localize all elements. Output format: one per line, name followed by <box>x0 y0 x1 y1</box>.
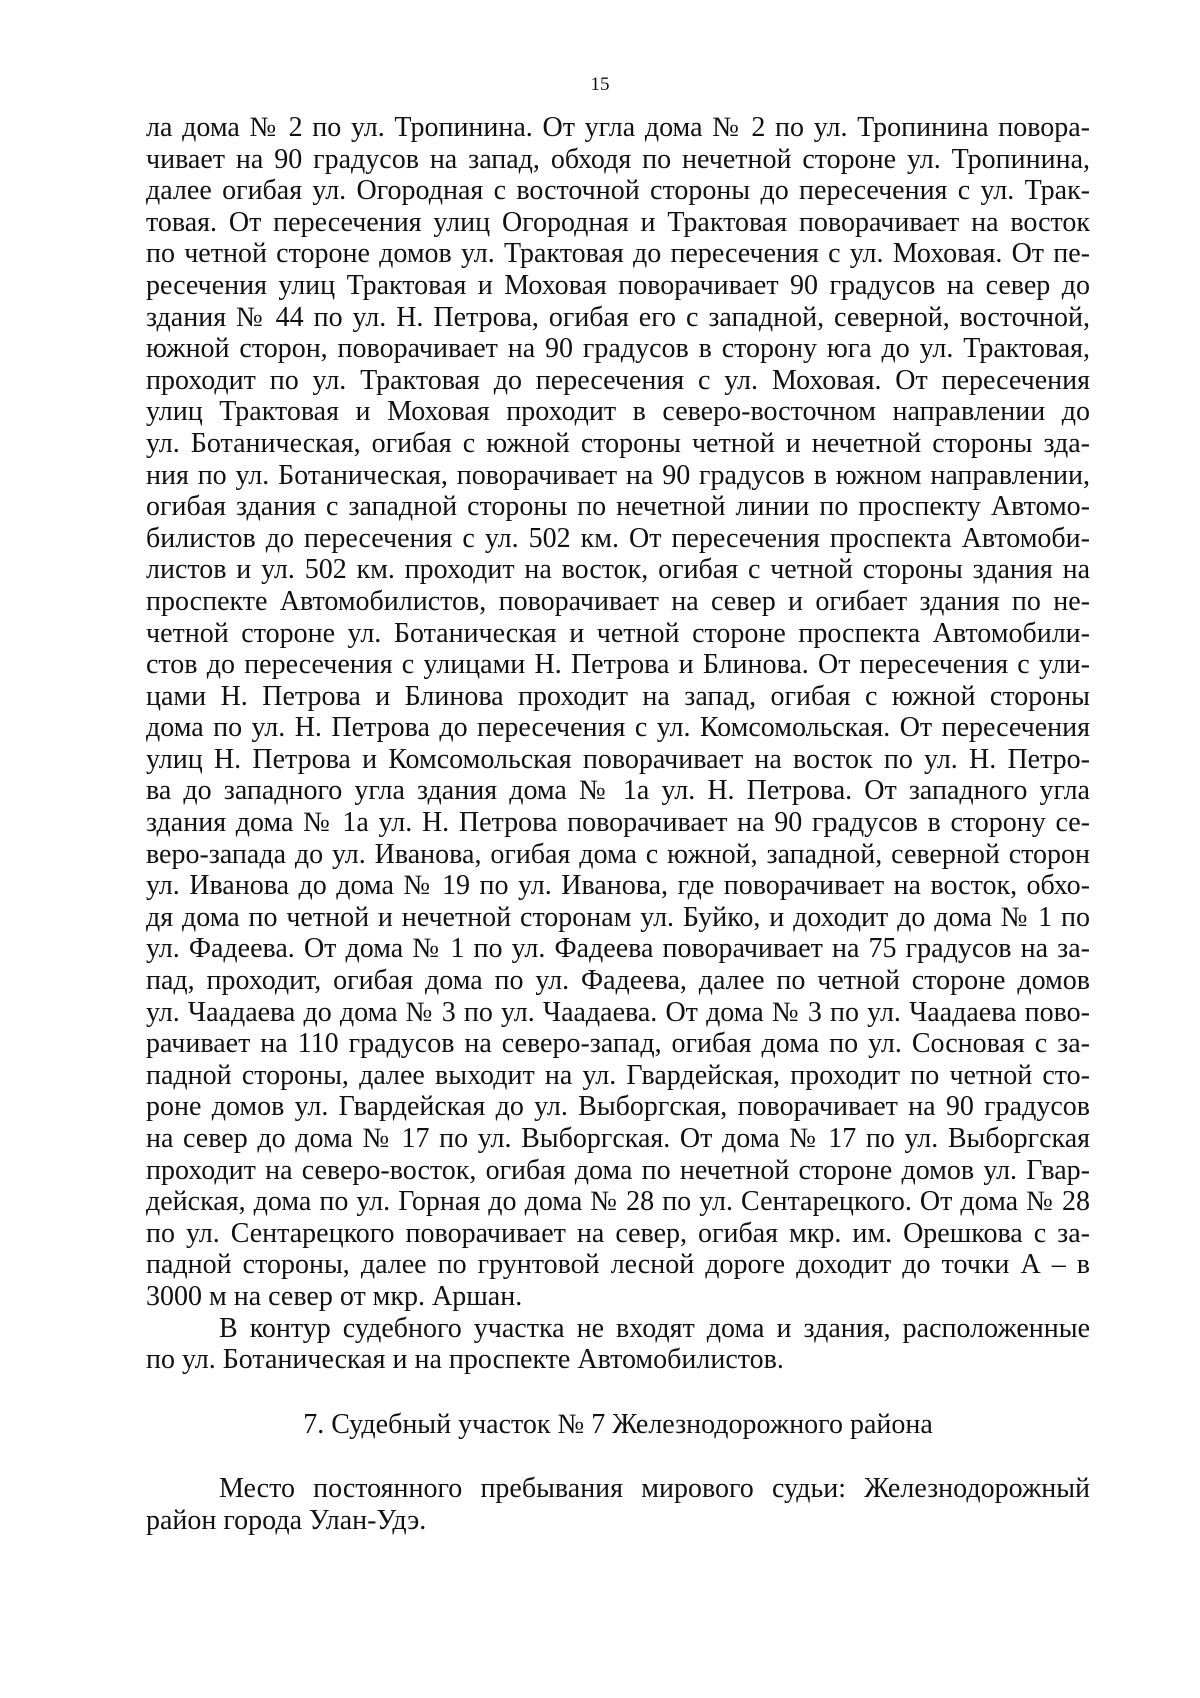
text-line: район города Улан-Удэ. <box>146 1504 427 1536</box>
text-line: рачивает на 110 градусов на северо-запад, огибая дома по ул. Сосновая с за- <box>146 1028 1090 1060</box>
text-line: билистов до пересечения с ул. 502 км. От пересечения проспекта Автомоби- <box>146 522 1090 554</box>
paragraph-judge-location <box>146 1473 1090 1536</box>
text-line: по ул. Сентарецкого поворачивает на север, огибая мкр. им. Орешкова с за- <box>146 1217 1090 1249</box>
text-line: улиц Трактовая и Моховая проходит в северо-восточном направлении до <box>146 396 1090 428</box>
text-line: проспекте Автомобилистов, поворачивает на север и огибает здания по не- <box>146 585 1090 617</box>
section-heading: 7. Судебный участок № 7 Железнодорожного района <box>303 1408 933 1440</box>
text-line: падной стороны, далее по грунтовой лесной дороге доходит до точки А – в <box>146 1249 1090 1281</box>
text-line: по четной стороне домов ул. Трактовая до пересечения с ул. Моховая. От пе- <box>146 238 1090 270</box>
text-line: пад, проходит, огибая дома по ул. Фадеева, далее по четной стороне домов <box>146 965 1090 997</box>
text-line: ва до западного угла здания дома № 1а ул. Н. Петрова. От западного угла <box>146 775 1090 807</box>
text-line: ресечения улиц Трактовая и Моховая поворачивает 90 градусов на север до <box>146 269 1090 301</box>
text-line: ул. Иванова до дома № 19 по ул. Иванова, где поворачивает на восток, обхо- <box>146 870 1090 902</box>
text-line: на север до дома № 17 по ул. Выборгская. От дома № 17 по ул. Выборгская <box>146 1123 1090 1154</box>
text-line: листов и ул. 502 км. проходит на восток, огибая с четной стороны здания на <box>146 554 1090 586</box>
text-line: роне домов ул. Гвардейская до ул. Выборгская, поворачивает на 90 градусов <box>146 1091 1090 1123</box>
text-line: падной стороны, далее выходит на ул. Гвардейская, проходит по четной сто- <box>146 1059 1090 1091</box>
text-line: проходит на северо-восток, огибая дома по нечетной стороне домов ул. Гвар- <box>146 1154 1090 1186</box>
text-line: по ул. Ботаническая и на проспекте Автомобилистов. <box>146 1344 784 1376</box>
text-line: четной стороне ул. Ботаническая и четной стороне проспекта Автомобили- <box>146 617 1090 649</box>
text-line: ул. Чаадаева до дома № 3 по ул. Чаадаева. От дома № 3 по ул. Чаадаева пово- <box>146 996 1090 1028</box>
text-line: ул. Фадеева. От дома № 1 по ул. Фадеева поворачивает на 75 градусов на за- <box>146 933 1090 965</box>
text-line: чивает на 90 градусов на запад, обходя по нечетной стороне ул. Тропинина, <box>146 143 1090 175</box>
paragraph-boundary-description <box>146 112 1090 1313</box>
text-line: 3000 м на север от мкр. Аршан. <box>146 1280 523 1312</box>
text-line: здания дома № 1а ул. Н. Петрова поворачивает на 90 градусов в сторону се- <box>146 807 1090 839</box>
section-spacer <box>146 1440 1090 1473</box>
text-line: Место постоянного пребывания мирового судьи: Железнодорожный <box>219 1473 1090 1505</box>
text-line: дя дома по четной и нечетной сторонам ул. Буйко, и доходит до дома № 1 по <box>146 901 1090 933</box>
text-line: проходит по ул. Трактовая до пересечения с ул. Моховая. От пересечения <box>146 364 1090 396</box>
text-line: стов до пересечения с улицами Н. Петрова и Блинова. От пересечения с ули- <box>146 649 1090 681</box>
text-line: здания № 44 по ул. Н. Петрова, огибая его с западной, северной, восточной, <box>146 301 1090 333</box>
text-line: В контур судебного участка не входят дома и здания, расположенные <box>219 1312 1090 1344</box>
text-line: ла дома № 2 по ул. Тропинина. От угла дома № 2 по ул. Тропинина повора- <box>146 112 1090 143</box>
document-body <box>146 112 1090 1537</box>
text-line: дейская, дома по ул. Горная до дома № 28 по ул. Сентарецкого. От дома № 28 <box>146 1186 1090 1218</box>
text-line: товая. От пересечения улиц Огородная и Трактовая поворачивает на восток <box>146 206 1090 238</box>
text-line: далее огибая ул. Огородная с восточной стороны до пересечения с ул. Трак- <box>146 175 1090 207</box>
text-line: ул. Ботаническая, огибая с южной стороны четной и нечетной стороны зда- <box>146 427 1090 459</box>
page-number: 15 <box>590 74 610 95</box>
text-line: дома по ул. Н. Петрова до пересечения с ул. Комсомольская. От пересечения <box>146 712 1090 744</box>
text-line: улиц Н. Петрова и Комсомольская поворачивает на восток по ул. Н. Петро- <box>146 743 1090 775</box>
text-line: ния по ул. Ботаническая, поворачивает на 90 градусов в южном направлении, <box>146 459 1090 491</box>
text-line: огибая здания с западной стороны по нечетной линии по проспекту Автомо- <box>146 491 1090 523</box>
text-line: цами Н. Петрова и Блинова проходит на запад, огибая с южной стороны <box>146 680 1090 712</box>
text-line: веро-запада до ул. Иванова, огибая дома с южной, западной, северной сторон <box>146 838 1090 870</box>
paragraph-exclusions <box>146 1313 1090 1376</box>
text-line: южной сторон, поворачивает на 90 градусов в сторону юга до ул. Трактовая, <box>146 333 1090 365</box>
